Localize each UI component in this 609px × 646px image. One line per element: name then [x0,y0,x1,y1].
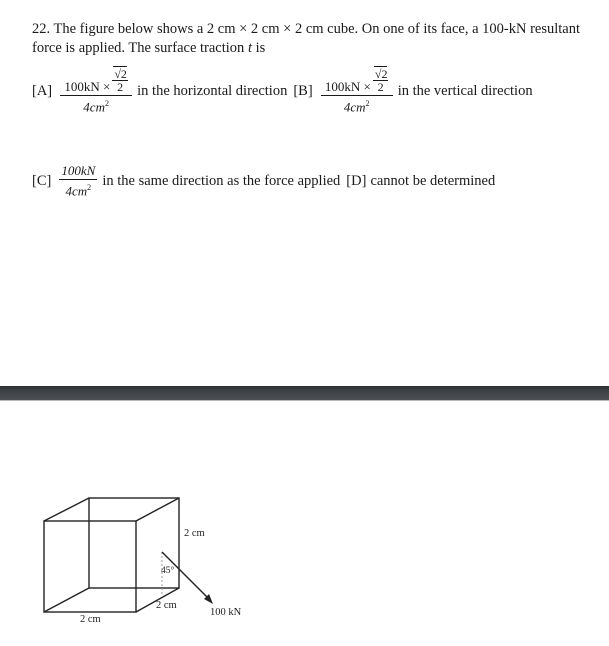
option-c-label: [C] [32,172,52,189]
question-text [32,20,597,58]
options-row-ab [32,68,533,114]
question-end: is [255,40,266,56]
option-b-numerator: 100kN × [324,79,371,94]
option-a-denominator: 4cm [83,99,105,115]
height-label: 2 cm [184,528,205,539]
exponent: 2 [104,99,109,108]
option-a-fraction [60,68,132,114]
option-d-label: [D] [346,172,367,189]
cube-figure [30,480,270,640]
option-b-fraction [321,68,393,114]
two: 2 [117,80,124,94]
depth-label: 2 cm [156,600,177,611]
option-b-denominator: 4cm [343,99,366,115]
option-c-denominator: 4cm [65,183,88,199]
two: 2 [377,80,384,94]
option-a-label: [A] [32,82,53,99]
sqrt2-over-2 [373,68,389,93]
force-label: 100 kN [210,607,242,618]
page-separator [0,386,609,401]
option-c-description: in the same direction as the force applied [102,172,341,189]
question-number: 22. [32,21,51,37]
exponent: 2 [365,99,370,108]
options-row-cd [32,164,495,198]
option-c-numerator: 100kN [61,163,96,178]
option-a-numerator: 100kN × [64,79,111,94]
option-b-label: [B] [293,82,313,99]
angle-label: 45° [161,566,175,576]
sqrt2-over-2 [112,68,128,93]
sqrt2: √2 [114,67,127,81]
question-body: The figure below shows a 2 cm × 2 cm × 2 cm cube. On one of its face, a 100-kN resultant force is applied. The surface traction [32,21,581,56]
option-d-description: cannot be determined [370,172,496,189]
option-c-fraction [59,164,97,198]
traction-symbol: t [247,40,252,56]
width-label: 2 cm [80,614,101,625]
sqrt2: √2 [374,67,388,81]
exponent: 2 [87,183,92,192]
option-a-description: in the horizontal direction [137,82,288,99]
option-b-description: in the vertical direction [397,82,533,99]
